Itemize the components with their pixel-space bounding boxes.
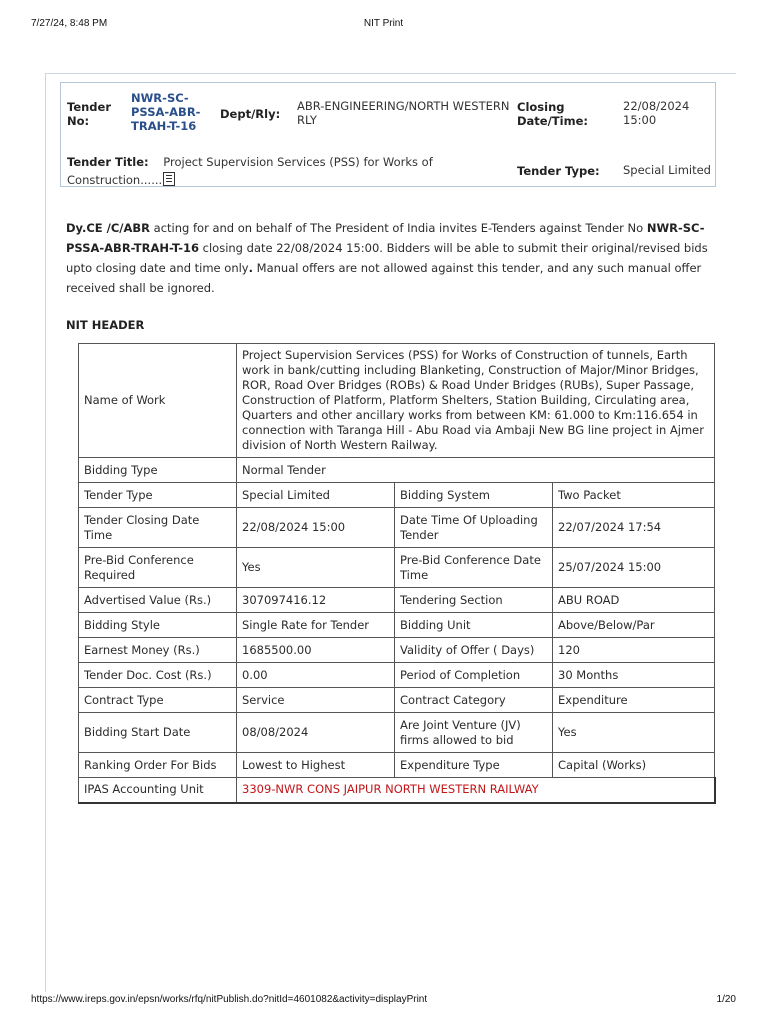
bidding-type-label: Bidding Type: [79, 458, 237, 483]
issuing-authority: Dy.CE /C/ABR: [66, 221, 151, 235]
document-icon[interactable]: [163, 172, 175, 186]
field-label: Advertised Value (Rs.): [79, 588, 237, 613]
field-value: 307097416.12: [237, 588, 395, 613]
field-value: Above/Below/Par: [553, 613, 715, 638]
tender-title-row: [67, 153, 497, 189]
table-row: [79, 613, 715, 638]
dept-label: Dept/Rly:: [220, 107, 281, 121]
field-label: Bidding Start Date: [79, 713, 237, 753]
field-label: Pre-Bid Conference Date Time: [395, 548, 553, 588]
field-label: Tender Type: [79, 483, 237, 508]
table-row: [79, 688, 715, 713]
tender-no-label: Tender No:: [67, 100, 112, 128]
field-label: Bidding Style: [79, 613, 237, 638]
field-label: Ranking Order For Bids: [79, 753, 237, 778]
field-value: ABU ROAD: [553, 588, 715, 613]
table-row: [79, 663, 715, 688]
tender-type-value: Special Limited: [623, 163, 711, 177]
intro-tender-no: NWR-SC-PSSA-ABR-TRAH-T-16: [66, 221, 705, 255]
intro-text-3: Manual offers are not allowed against this tender, and any such manual offer received shall be ignored.: [66, 261, 702, 295]
dept-value: ABR-ENGINEERING/NORTH WESTERN RLY: [297, 99, 510, 127]
table-row: [79, 778, 715, 803]
table-row: [79, 458, 715, 483]
field-value: 120: [553, 638, 715, 663]
field-value: Expenditure: [553, 688, 715, 713]
tender-type-label: Tender Type:: [517, 164, 600, 178]
print-header: [31, 18, 736, 32]
print-url: https://www.ireps.gov.in/epsn/works/rfq/nitPublish.do?nitId=4601082&activity=displayPrint: [31, 994, 428, 1005]
field-label: Bidding System: [395, 483, 553, 508]
intro-text-1: acting for and on behalf of The President of India invites E-Tenders against Tender No: [150, 221, 647, 235]
nit-header-table: [78, 343, 716, 804]
intro-dot: .: [248, 261, 253, 275]
nit-header-title: NIT HEADER: [66, 318, 145, 332]
table-row: [79, 638, 715, 663]
table-row: [79, 713, 715, 753]
tender-no-value: NWR-SC-PSSA-ABR-TRAH-T-16: [131, 91, 201, 133]
field-label: Date Time Of Uploading Tender: [395, 508, 553, 548]
tender-title-value: Project Supervision Services (PSS) for Works of Construction......: [67, 155, 433, 187]
field-label: Contract Type: [79, 688, 237, 713]
field-value: Single Rate for Tender: [237, 613, 395, 638]
field-label: Earnest Money (Rs.): [79, 638, 237, 663]
field-value: Two Packet: [553, 483, 715, 508]
name-of-work-label: Name of Work: [79, 344, 237, 458]
page-number: 1/20: [716, 994, 736, 1005]
field-label: Tender Doc. Cost (Rs.): [79, 663, 237, 688]
field-value: 08/08/2024: [237, 713, 395, 753]
print-title: NIT Print: [363, 18, 404, 29]
field-label: Validity of Offer ( Days): [395, 638, 553, 663]
field-value: Yes: [237, 548, 395, 588]
field-value: 22/08/2024 15:00: [237, 508, 395, 548]
field-label: Tender Closing Date Time: [79, 508, 237, 548]
field-label: Tendering Section: [395, 588, 553, 613]
field-value: Lowest to Highest: [237, 753, 395, 778]
field-label: Are Joint Venture (JV) firms allowed to bid: [395, 713, 553, 753]
intro-paragraph: [66, 218, 714, 298]
field-label: Contract Category: [395, 688, 553, 713]
table-row: [79, 753, 715, 778]
tender-summary-box: [60, 82, 716, 187]
tender-title-label: Tender Title:: [67, 155, 149, 169]
field-value: Service: [237, 688, 395, 713]
closing-label: Closing Date/Time:: [517, 100, 588, 128]
field-value: 0.00: [237, 663, 395, 688]
ipas-value: 3309-NWR CONS JAIPUR NORTH WESTERN RAILWAY: [237, 778, 715, 803]
intro-text-2: closing date 22/08/2024 15:00. Bidders will be able to submit their original/revised bids upto closing date and time only: [66, 241, 708, 275]
field-label: Pre-Bid Conference Required: [79, 548, 237, 588]
table-row: [79, 588, 715, 613]
table-row: [79, 483, 715, 508]
field-value: Capital (Works): [553, 753, 715, 778]
field-value: 22/07/2024 17:54: [553, 508, 715, 548]
field-value: Yes: [553, 713, 715, 753]
name-of-work-value: Project Supervision Services (PSS) for Works of Construction of tunnels, Earth work in bank/cutting including Blanketing, Construction of Major/Minor Bridges, ROR, Road Over Bridges (ROBs) & Road Under Bridges (RUBs), Super Passage, Construction of Platform, Platform Shelters, Station Building, Circulating area, Quarters and other ancillary works from between KM: 61.000 to Km:116.654 in connection with Taranga Hill - Abu Road via Ambaji New BG line project in Ajmer division of North Western Railway.: [237, 344, 715, 458]
table-row: [79, 508, 715, 548]
print-timestamp: 7/27/24, 8:48 PM: [31, 18, 108, 29]
field-value: 30 Months: [553, 663, 715, 688]
field-value: 25/07/2024 15:00: [553, 548, 715, 588]
table-row: [79, 344, 715, 458]
field-label: Bidding Unit: [395, 613, 553, 638]
field-label: Expenditure Type: [395, 753, 553, 778]
print-footer: [31, 994, 736, 1008]
closing-value: 22/08/2024 15:00: [623, 99, 690, 127]
ipas-label: IPAS Accounting Unit: [79, 778, 237, 803]
field-value: 1685500.00: [237, 638, 395, 663]
bidding-type-value: Normal Tender: [237, 458, 715, 483]
field-value: Special Limited: [237, 483, 395, 508]
field-label: Period of Completion: [395, 663, 553, 688]
table-row: [79, 548, 715, 588]
